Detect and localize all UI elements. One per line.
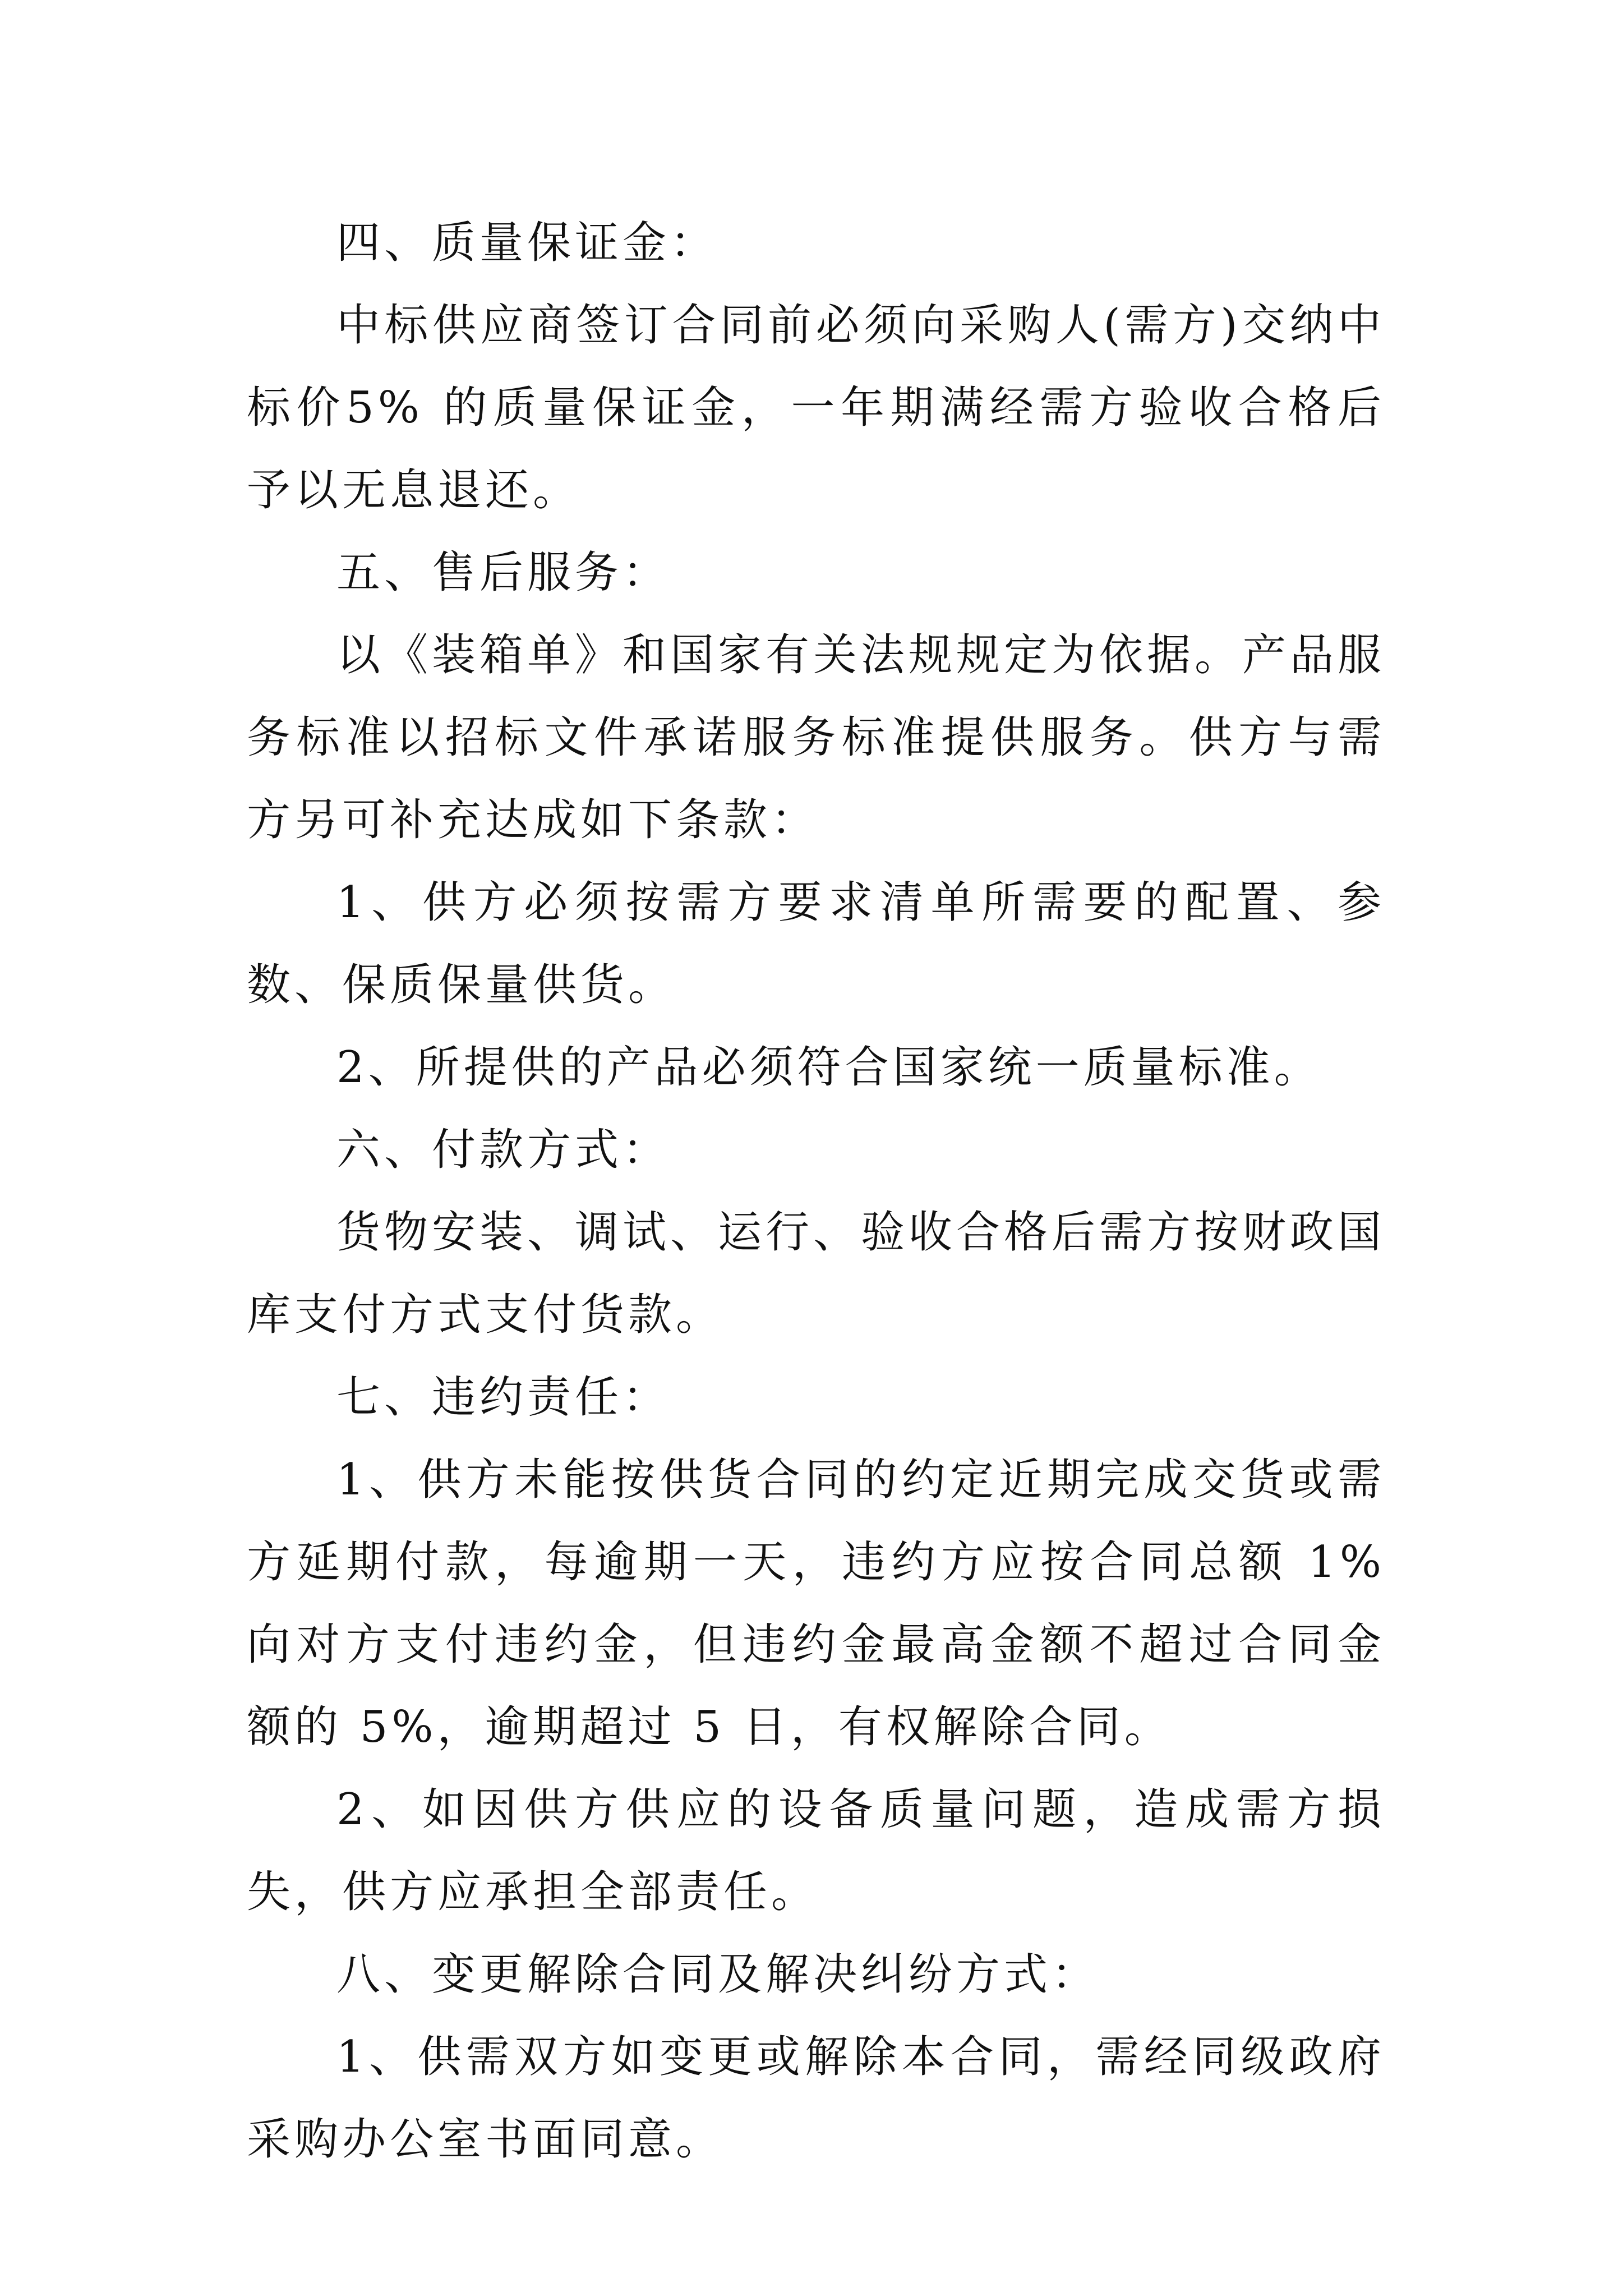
- section-heading-payment: 六、付款方式：: [336, 1125, 671, 1175]
- clause-contract-change-approval: 1、供需双方如变更或解除本合同，需经同级政府采购办公室书面同意。: [247, 2032, 1385, 2165]
- clause-quality-standard: 2、所提供的产品必须符合国家统一质量标准。: [336, 1042, 1322, 1093]
- paragraph-after-sales: 以《装箱单》和国家有关法规规定为依据。产品服务标准以招标文件承诺服务标准提供服务。供方与需方另可补充达成如下条款：: [247, 630, 1386, 845]
- clause-quality-liability: 2、如因供方供应的设备质量问题，造成需方损失，供方应承担全部责任。: [247, 1784, 1385, 1917]
- clause-supply-requirements: 1、供方必须按需方要求清单所需要的配置、参数、保质保量供货。: [247, 877, 1385, 1010]
- section-heading-contract-change: 八、变更解除合同及解决纠纷方式：: [336, 1949, 1100, 2000]
- document-body: [247, 202, 1385, 2181]
- paragraph-payment: 货物安装、调试、运行、验收合格后需方按财政国库支付方式支付货款。: [247, 1207, 1386, 1340]
- paragraph-quality-deposit: 中标供应商签订合同前必须向采购人(需方)交纳中标价5% 的质量保证金，一年期满经需方验收合格后予以无息退还。: [247, 300, 1385, 516]
- section-heading-quality-deposit: 四、质量保证金：: [336, 218, 718, 268]
- clause-late-penalty: 1、供方未能按供货合同的约定近期完成交货或需方延期付款，每逾期一天，违约方应按合同总额 1%向对方支付违约金，但违约金最高金额不超过合同金额的 5%，逾期超过 5 日，有权解除合同。: [247, 1455, 1385, 1752]
- section-heading-liability: 七、违约责任：: [336, 1372, 671, 1423]
- section-heading-after-sales: 五、售后服务：: [336, 547, 671, 598]
